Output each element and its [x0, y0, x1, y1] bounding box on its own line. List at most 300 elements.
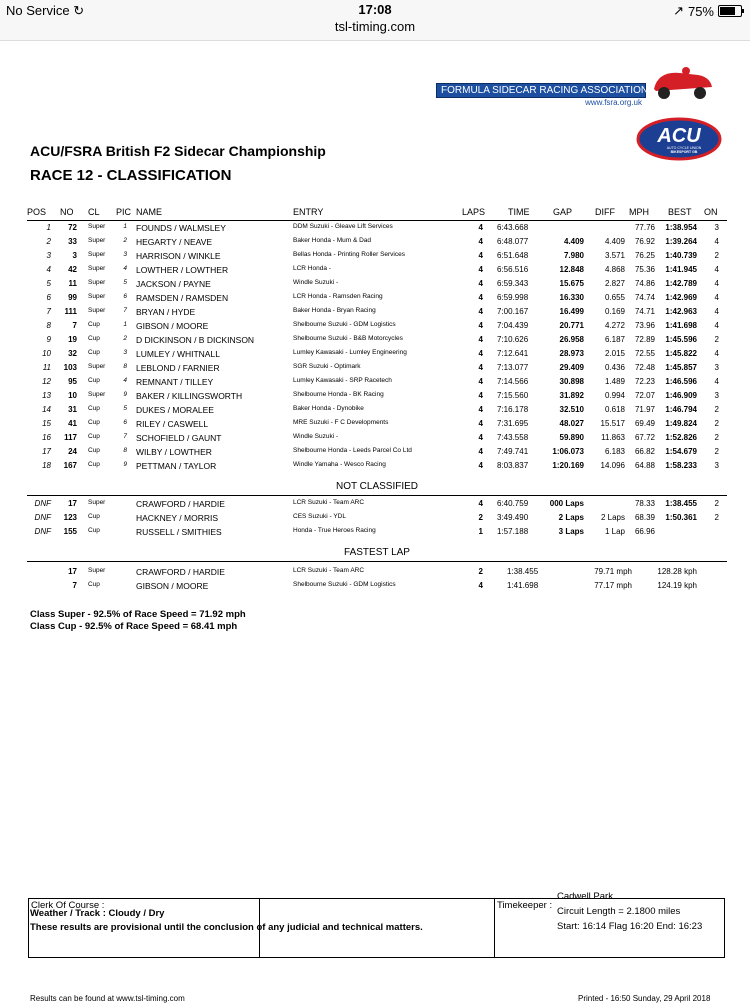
fsra-url: www.fsra.org.uk	[585, 98, 642, 107]
location-arrow-icon: ↗	[673, 3, 684, 18]
cell-mph: 78.33	[634, 499, 655, 508]
cell-entry: SGR Suzuki - Optimark	[293, 363, 361, 370]
battery-fill	[720, 7, 735, 15]
cell-cl: Cup	[88, 405, 100, 412]
cell-pic: 1	[123, 321, 127, 328]
cell-mph: 72.23	[634, 377, 655, 386]
cell-entry: Lumley Kawasaki - Lumley Engineering	[293, 349, 407, 356]
cell-pos: 1	[46, 223, 51, 232]
cell-diff: 0.994	[604, 391, 625, 400]
cell-gap: 1:20.169	[552, 461, 584, 470]
cell-diff: 4.272	[604, 321, 625, 330]
cell-mph: 73.96	[634, 321, 655, 330]
cell-diff: 4.409	[604, 237, 625, 246]
cell-name: PETTMAN / TAYLOR	[136, 461, 217, 471]
cell-name: LUMLEY / WHITNALL	[136, 349, 220, 359]
cell-no: 95	[68, 377, 77, 386]
timekeeper-label: Timekeeper :	[497, 900, 553, 911]
cell-laps: 4	[478, 265, 483, 274]
cell-diff: 1 Lap	[604, 527, 625, 536]
cell-diff: 0.436	[604, 363, 625, 372]
cell-gap: 48.027	[559, 419, 584, 428]
cell-cl: Super	[88, 567, 106, 574]
cell-pic: 2	[123, 237, 127, 244]
cell-pic: 7	[123, 307, 127, 314]
cell-laps: 4	[478, 321, 483, 330]
cell-cl: Cup	[88, 447, 100, 454]
cell-pos: 2	[46, 237, 51, 246]
result-row	[27, 293, 727, 307]
cell-time: 6:59.343	[497, 279, 529, 288]
cell-mph: 79.71 mph	[594, 567, 632, 576]
cell-pos: 13	[42, 391, 51, 400]
cell-on: 3	[714, 461, 719, 470]
address-bar[interactable]: tsl-timing.com	[334, 19, 416, 34]
col-gap: GAP	[553, 207, 573, 217]
cell-entry: Baker Honda - Dynobike	[293, 405, 364, 412]
cell-entry: Shelbourne Suzuki - GDM Logistics	[293, 581, 396, 588]
cell-gap: 7.980	[563, 251, 584, 260]
cell-cl: Cup	[88, 419, 100, 426]
cell-mph: 77.76	[634, 223, 655, 232]
col-diff: DIFF	[595, 207, 615, 217]
cell-entry: Shelbourne Honda - BK Racing	[293, 391, 384, 398]
cell-laps: 4	[478, 377, 483, 386]
venue-name: Cadwell Park	[557, 891, 613, 902]
acu-logo	[636, 117, 722, 161]
result-row	[27, 363, 727, 377]
cell-mph: 72.07	[634, 391, 655, 400]
cell-no: 155	[63, 527, 77, 536]
cell-diff: 0.169	[604, 307, 625, 316]
cell-pic: 5	[123, 279, 127, 286]
cell-laps: 4	[478, 223, 483, 232]
cell-laps: 4	[478, 433, 483, 442]
cell-on: 4	[714, 349, 719, 358]
cell-lap: 4	[478, 581, 483, 590]
cell-laps: 4	[478, 279, 483, 288]
cell-pos: 18	[42, 461, 51, 470]
cell-laps: 4	[478, 335, 483, 344]
cell-mph: 67.72	[634, 433, 655, 442]
cell-pic: 6	[123, 419, 127, 426]
cell-laps: 4	[478, 499, 483, 508]
cell-laps: 4	[478, 419, 483, 428]
cell-mph: 74.86	[634, 279, 655, 288]
cell-time: 7:10.626	[497, 335, 529, 344]
cell-time: 3:49.490	[497, 513, 529, 522]
cell-best: 1:45.822	[665, 349, 697, 358]
cell-name: CRAWFORD / HARDIE	[136, 567, 225, 577]
page-subtitle: RACE 12 - CLASSIFICATION	[30, 167, 232, 184]
cell-no: 19	[68, 335, 77, 344]
cell-best: 1:39.264	[665, 237, 697, 246]
cell-cl: Super	[88, 499, 106, 506]
cell-entry: MRE Suzuki - F C Developments	[293, 419, 389, 426]
cell-gap: 4.409	[563, 237, 584, 246]
cell-pic: 4	[123, 265, 127, 272]
cell-no: 117	[64, 433, 77, 442]
col-name: NAME	[136, 207, 163, 217]
cell-time: 7:49.741	[497, 447, 529, 456]
cell-pos: 4	[46, 265, 51, 274]
not-classified-row	[27, 513, 727, 527]
cell-time: 6:51.648	[497, 251, 529, 260]
cell-name: CRAWFORD / HARDIE	[136, 499, 225, 509]
cell-on: 2	[714, 447, 719, 456]
acu-subtext: AUTO CYCLE UNION	[666, 146, 702, 150]
not-classified-row	[27, 527, 727, 541]
cell-name: REMNANT / TILLEY	[136, 377, 214, 387]
cell-laps: 4	[478, 251, 483, 260]
printed-timestamp: Printed - 16:50 Sunday, 29 April 2018	[578, 994, 711, 1003]
cell-pic: 3	[123, 349, 127, 356]
cell-laps: 4	[478, 447, 483, 456]
cell-best: 1:45.857	[665, 363, 697, 372]
cell-name: SCHOFIELD / GAUNT	[136, 433, 222, 443]
cell-on: 4	[714, 321, 719, 330]
cell-no: 11	[68, 279, 77, 288]
col-pos: POS	[27, 207, 47, 217]
cell-entry: Lumley Kawasaki - SRP Racetech	[293, 377, 392, 384]
cell-no: 31	[68, 405, 77, 414]
cell-pic: 9	[123, 391, 127, 398]
col-laps: LAPS	[462, 207, 486, 217]
cell-no: 17	[68, 499, 77, 508]
cell-best: 1:46.596	[665, 377, 697, 386]
cell-no: 33	[68, 237, 77, 246]
cell-name: BAKER / KILLINGSWORTH	[136, 391, 243, 401]
cell-laps: 4	[478, 461, 483, 470]
results-url-note: Results can be found at www.tsl-timing.com	[30, 994, 185, 1003]
cell-best: 1:49.824	[665, 419, 697, 428]
cell-pos: 14	[42, 405, 51, 414]
cell-name: GIBSON / MOORE	[136, 321, 209, 331]
cell-cl: Super	[88, 391, 106, 398]
cell-diff: 2 Laps	[600, 513, 625, 522]
cell-cl: Super	[88, 237, 106, 244]
cell-best: 1:42.789	[665, 279, 697, 288]
cell-gap: 20.771	[559, 321, 584, 330]
cell-pic: 1	[123, 223, 127, 230]
result-row	[27, 461, 727, 475]
result-row	[27, 237, 727, 251]
cell-cl: Cup	[88, 513, 100, 520]
cell-best: 1:50.361	[665, 513, 697, 522]
cell-time: 1:57.188	[497, 527, 529, 536]
result-row	[27, 405, 727, 419]
cell-best: 1:40.739	[665, 251, 697, 260]
cell-mph: 74.74	[634, 293, 655, 302]
cell-time: 1:38.455	[507, 567, 539, 576]
cell-laps: 2	[478, 513, 483, 522]
cell-no: 24	[68, 447, 77, 456]
cell-on: 2	[714, 433, 719, 442]
cell-cl: Super	[88, 279, 106, 286]
cell-pos: DNF	[34, 527, 51, 536]
cell-time: 7:15.560	[497, 391, 529, 400]
result-row	[27, 433, 727, 447]
cell-entry: Shelbourne Honda - Leeds Parcel Co Ltd	[293, 447, 412, 454]
cell-gap: 000 Laps	[549, 499, 584, 508]
cell-cl: Cup	[88, 321, 100, 328]
cell-mph: 74.71	[634, 307, 655, 316]
cell-on: 4	[714, 265, 719, 274]
cell-no: 17	[68, 567, 77, 576]
cell-time: 6:56.516	[497, 265, 529, 274]
cell-on: 2	[714, 335, 719, 344]
cell-diff: 11.863	[601, 433, 625, 442]
box-divider	[259, 899, 260, 957]
cell-pic: 7	[123, 433, 127, 440]
fastest-lap-row	[27, 567, 727, 581]
cell-name: HARRISON / WINKLE	[136, 251, 221, 261]
cell-no: 7	[72, 321, 77, 330]
cell-entry: Honda - True Heroes Racing	[293, 527, 376, 534]
cell-time: 1:41.698	[507, 581, 539, 590]
cell-diff: 1.489	[604, 377, 625, 386]
cell-pos: 17	[42, 447, 51, 456]
cell-name: RAMSDEN / RAMSDEN	[136, 293, 229, 303]
cell-best: 1:38.455	[665, 499, 697, 508]
cell-diff: 2.827	[604, 279, 625, 288]
cell-no: 7	[72, 581, 77, 590]
cell-name: GIBSON / MOORE	[136, 581, 209, 591]
cell-diff: 2.015	[604, 349, 625, 358]
col-on: ON	[704, 207, 718, 217]
cell-cl: Cup	[88, 377, 100, 384]
cell-gap: 59.890	[559, 433, 584, 442]
cell-on: 2	[714, 419, 719, 428]
cell-no: 99	[68, 293, 77, 302]
cell-pic: 8	[123, 447, 127, 454]
cell-best: 1:58.233	[665, 461, 697, 470]
cell-no: 32	[68, 349, 77, 358]
cell-no: 42	[68, 265, 77, 274]
cell-entry: Shelbourne Suzuki - B&B Motorcycles	[293, 335, 403, 342]
cell-pos: DNF	[34, 499, 51, 508]
cell-on: 2	[714, 251, 719, 260]
cell-time: 6:59.998	[497, 293, 529, 302]
cell-gap: 16.499	[559, 307, 584, 316]
cell-mph: 75.36	[634, 265, 655, 274]
cell-entry: Windle Suzuki -	[293, 433, 339, 440]
cell-entry: LCR Suzuki - Team ARC	[293, 567, 365, 574]
cell-best: 1:54.679	[665, 447, 697, 456]
cell-laps: 4	[478, 237, 483, 246]
weather-note: Weather / Track : Cloudy / Dry	[30, 908, 165, 919]
cell-best: 1:41.945	[665, 265, 697, 274]
cell-best: 1:46.909	[665, 391, 697, 400]
cell-pos: 11	[42, 363, 51, 372]
cell-lap: 2	[478, 567, 483, 576]
cell-mph: 76.92	[634, 237, 655, 246]
cell-diff: 15.517	[600, 419, 625, 428]
cell-time: 7:00.167	[497, 307, 529, 316]
cell-mph: 76.25	[634, 251, 655, 260]
cell-diff: 4.868	[604, 265, 625, 274]
cell-entry: LCR Honda -	[293, 265, 331, 272]
cell-no: 72	[68, 223, 77, 232]
cell-name: BRYAN / HYDE	[136, 307, 196, 317]
cell-cl: Cup	[88, 335, 100, 342]
cell-cl: Super	[88, 251, 106, 258]
cell-name: LEBLOND / FARNIER	[136, 363, 220, 373]
cell-mph: 66.82	[634, 447, 655, 456]
cell-laps: 4	[478, 391, 483, 400]
signature-box	[28, 898, 725, 958]
cell-best: 1:41.698	[665, 321, 697, 330]
cell-diff: 3.571	[604, 251, 625, 260]
result-row	[27, 223, 727, 237]
cell-laps: 4	[478, 349, 483, 358]
cell-mph: 68.39	[634, 513, 655, 522]
cell-gap: 29.409	[559, 363, 584, 372]
col-cl: CL	[88, 207, 100, 217]
cell-mph: 66.96	[634, 527, 655, 536]
clock: 17:08	[358, 2, 392, 17]
result-row	[27, 251, 727, 265]
cell-gap: 26.958	[559, 335, 584, 344]
wifi-icon: ↻	[73, 3, 85, 18]
cell-pos: 8	[46, 321, 51, 330]
col-best: BEST	[668, 207, 692, 217]
cell-best: 1:46.794	[665, 405, 697, 414]
cell-pic: 8	[123, 363, 127, 370]
cell-diff: 0.618	[604, 405, 625, 414]
cell-diff: 0.655	[604, 293, 625, 302]
cell-cl: Cup	[88, 581, 100, 588]
cell-entry: LCR Honda - Ramsden Racing	[293, 293, 383, 300]
cell-name: FOUNDS / WALMSLEY	[136, 223, 226, 233]
cell-time: 7:31.695	[497, 419, 529, 428]
battery-status	[673, 3, 742, 19]
result-row	[27, 265, 727, 279]
cell-name: LOWTHER / LOWTHER	[136, 265, 229, 275]
cell-pos: 5	[46, 279, 51, 288]
not-classified-heading: NOT CLASSIFIED	[27, 481, 727, 496]
result-row	[27, 335, 727, 349]
cell-pic: 9	[123, 461, 127, 468]
cell-mph: 72.55	[634, 349, 655, 358]
table-header	[27, 207, 727, 221]
cell-best: 1:42.963	[665, 307, 697, 316]
cell-name: D DICKINSON / B DICKINSON	[136, 335, 255, 345]
acu-text: ACU	[657, 125, 701, 147]
clerk-of-course-label: Clerk Of Course :	[31, 900, 105, 911]
cell-diff: 14.096	[600, 461, 625, 470]
result-row	[27, 349, 727, 363]
cell-no: 10	[68, 391, 77, 400]
cell-entry: Windle Yamaha - Wesco Racing	[293, 461, 386, 468]
provisional-note: These results are provisional until the conclusion of any judicial and technical matters.	[30, 922, 423, 933]
box-divider	[494, 899, 495, 957]
cell-on: 4	[714, 293, 719, 302]
result-row	[27, 419, 727, 433]
cell-pos: 12	[42, 377, 51, 386]
cell-gap: 30.898	[559, 377, 584, 386]
page-title: ACU/FSRA British F2 Sidecar Championship	[30, 143, 326, 159]
cell-on: 4	[714, 307, 719, 316]
cell-on: 2	[714, 513, 719, 522]
cell-pic: 4	[123, 377, 127, 384]
cell-kph: 128.28 kph	[657, 567, 697, 576]
battery-percent: 75%	[687, 3, 714, 19]
cell-time: 6:40.759	[497, 499, 529, 508]
cell-laps: 4	[478, 405, 483, 414]
cell-entry: Windle Suzuki -	[293, 279, 339, 286]
fsra-name: FORMULA SIDECAR RACING ASSOCIATION	[436, 83, 646, 98]
cell-gap: 2 Laps	[558, 513, 584, 522]
cell-no: 123	[63, 513, 77, 522]
cell-gap: 12.848	[559, 265, 584, 274]
col-time: TIME	[508, 207, 530, 217]
cell-pos: 16	[42, 433, 51, 442]
cell-name: WILBY / LOWTHER	[136, 447, 212, 457]
cell-mph: 71.97	[634, 405, 655, 414]
sidecar-icon	[648, 63, 718, 101]
cell-best: 1:38.954	[665, 223, 697, 232]
cell-name: RILEY / CASWELL	[136, 419, 209, 429]
fastest-lap-heading: FASTEST LAP	[27, 547, 727, 562]
cell-pos: 15	[42, 419, 51, 428]
cell-no: 111	[64, 307, 77, 316]
acu-subtext-2: BIKESPORT GB	[670, 150, 698, 154]
cell-on: 4	[714, 377, 719, 386]
cell-cl: Cup	[88, 527, 100, 534]
cell-mph: 77.17 mph	[594, 581, 632, 590]
cell-pic: 6	[123, 293, 127, 300]
cell-cl: Cup	[88, 349, 100, 356]
col-mph: MPH	[629, 207, 649, 217]
result-row	[27, 279, 727, 293]
cell-gap: 31.892	[559, 391, 584, 400]
cell-entry: DDM Suzuki - Gleave Lift Services	[293, 223, 393, 230]
cell-time: 6:48.077	[497, 237, 529, 246]
cell-on: 3	[714, 363, 719, 372]
cell-no: 103	[63, 363, 77, 372]
cell-on: 2	[714, 499, 719, 508]
cell-laps: 4	[478, 293, 483, 302]
cell-best: 1:42.969	[665, 293, 697, 302]
result-row	[27, 307, 727, 321]
cell-pic: 2	[123, 335, 127, 342]
cell-name: JACKSON / PAYNE	[136, 279, 211, 289]
status-bar	[0, 0, 750, 41]
cell-pos: 6	[46, 293, 51, 302]
cell-cl: Cup	[88, 433, 100, 440]
cell-mph: 69.49	[634, 419, 655, 428]
cell-time: 7:13.077	[497, 363, 529, 372]
class-note-super: Class Super - 92.5% of Race Speed = 71.92 mph	[30, 609, 246, 620]
cell-entry: Baker Honda - Mum & Dad	[293, 237, 372, 244]
cell-laps: 4	[478, 363, 483, 372]
cell-gap: 3 Laps	[558, 527, 584, 536]
race-times: Start: 16:14 Flag 16:20 End: 16:23	[557, 921, 703, 932]
col-no: NO	[60, 207, 74, 217]
cell-cl: Super	[88, 363, 106, 370]
cell-pos: 10	[42, 349, 51, 358]
cell-name: RUSSELL / SMITHIES	[136, 527, 222, 537]
not-classified-row	[27, 499, 727, 513]
cell-mph: 72.48	[634, 363, 655, 372]
carrier-label: No Service	[6, 3, 70, 18]
cell-cl: Super	[88, 223, 106, 230]
cell-name: HEGARTY / NEAVE	[136, 237, 213, 247]
cell-gap: 15.675	[559, 279, 584, 288]
cell-pic: 3	[123, 251, 127, 258]
cell-diff: 6.187	[604, 335, 625, 344]
